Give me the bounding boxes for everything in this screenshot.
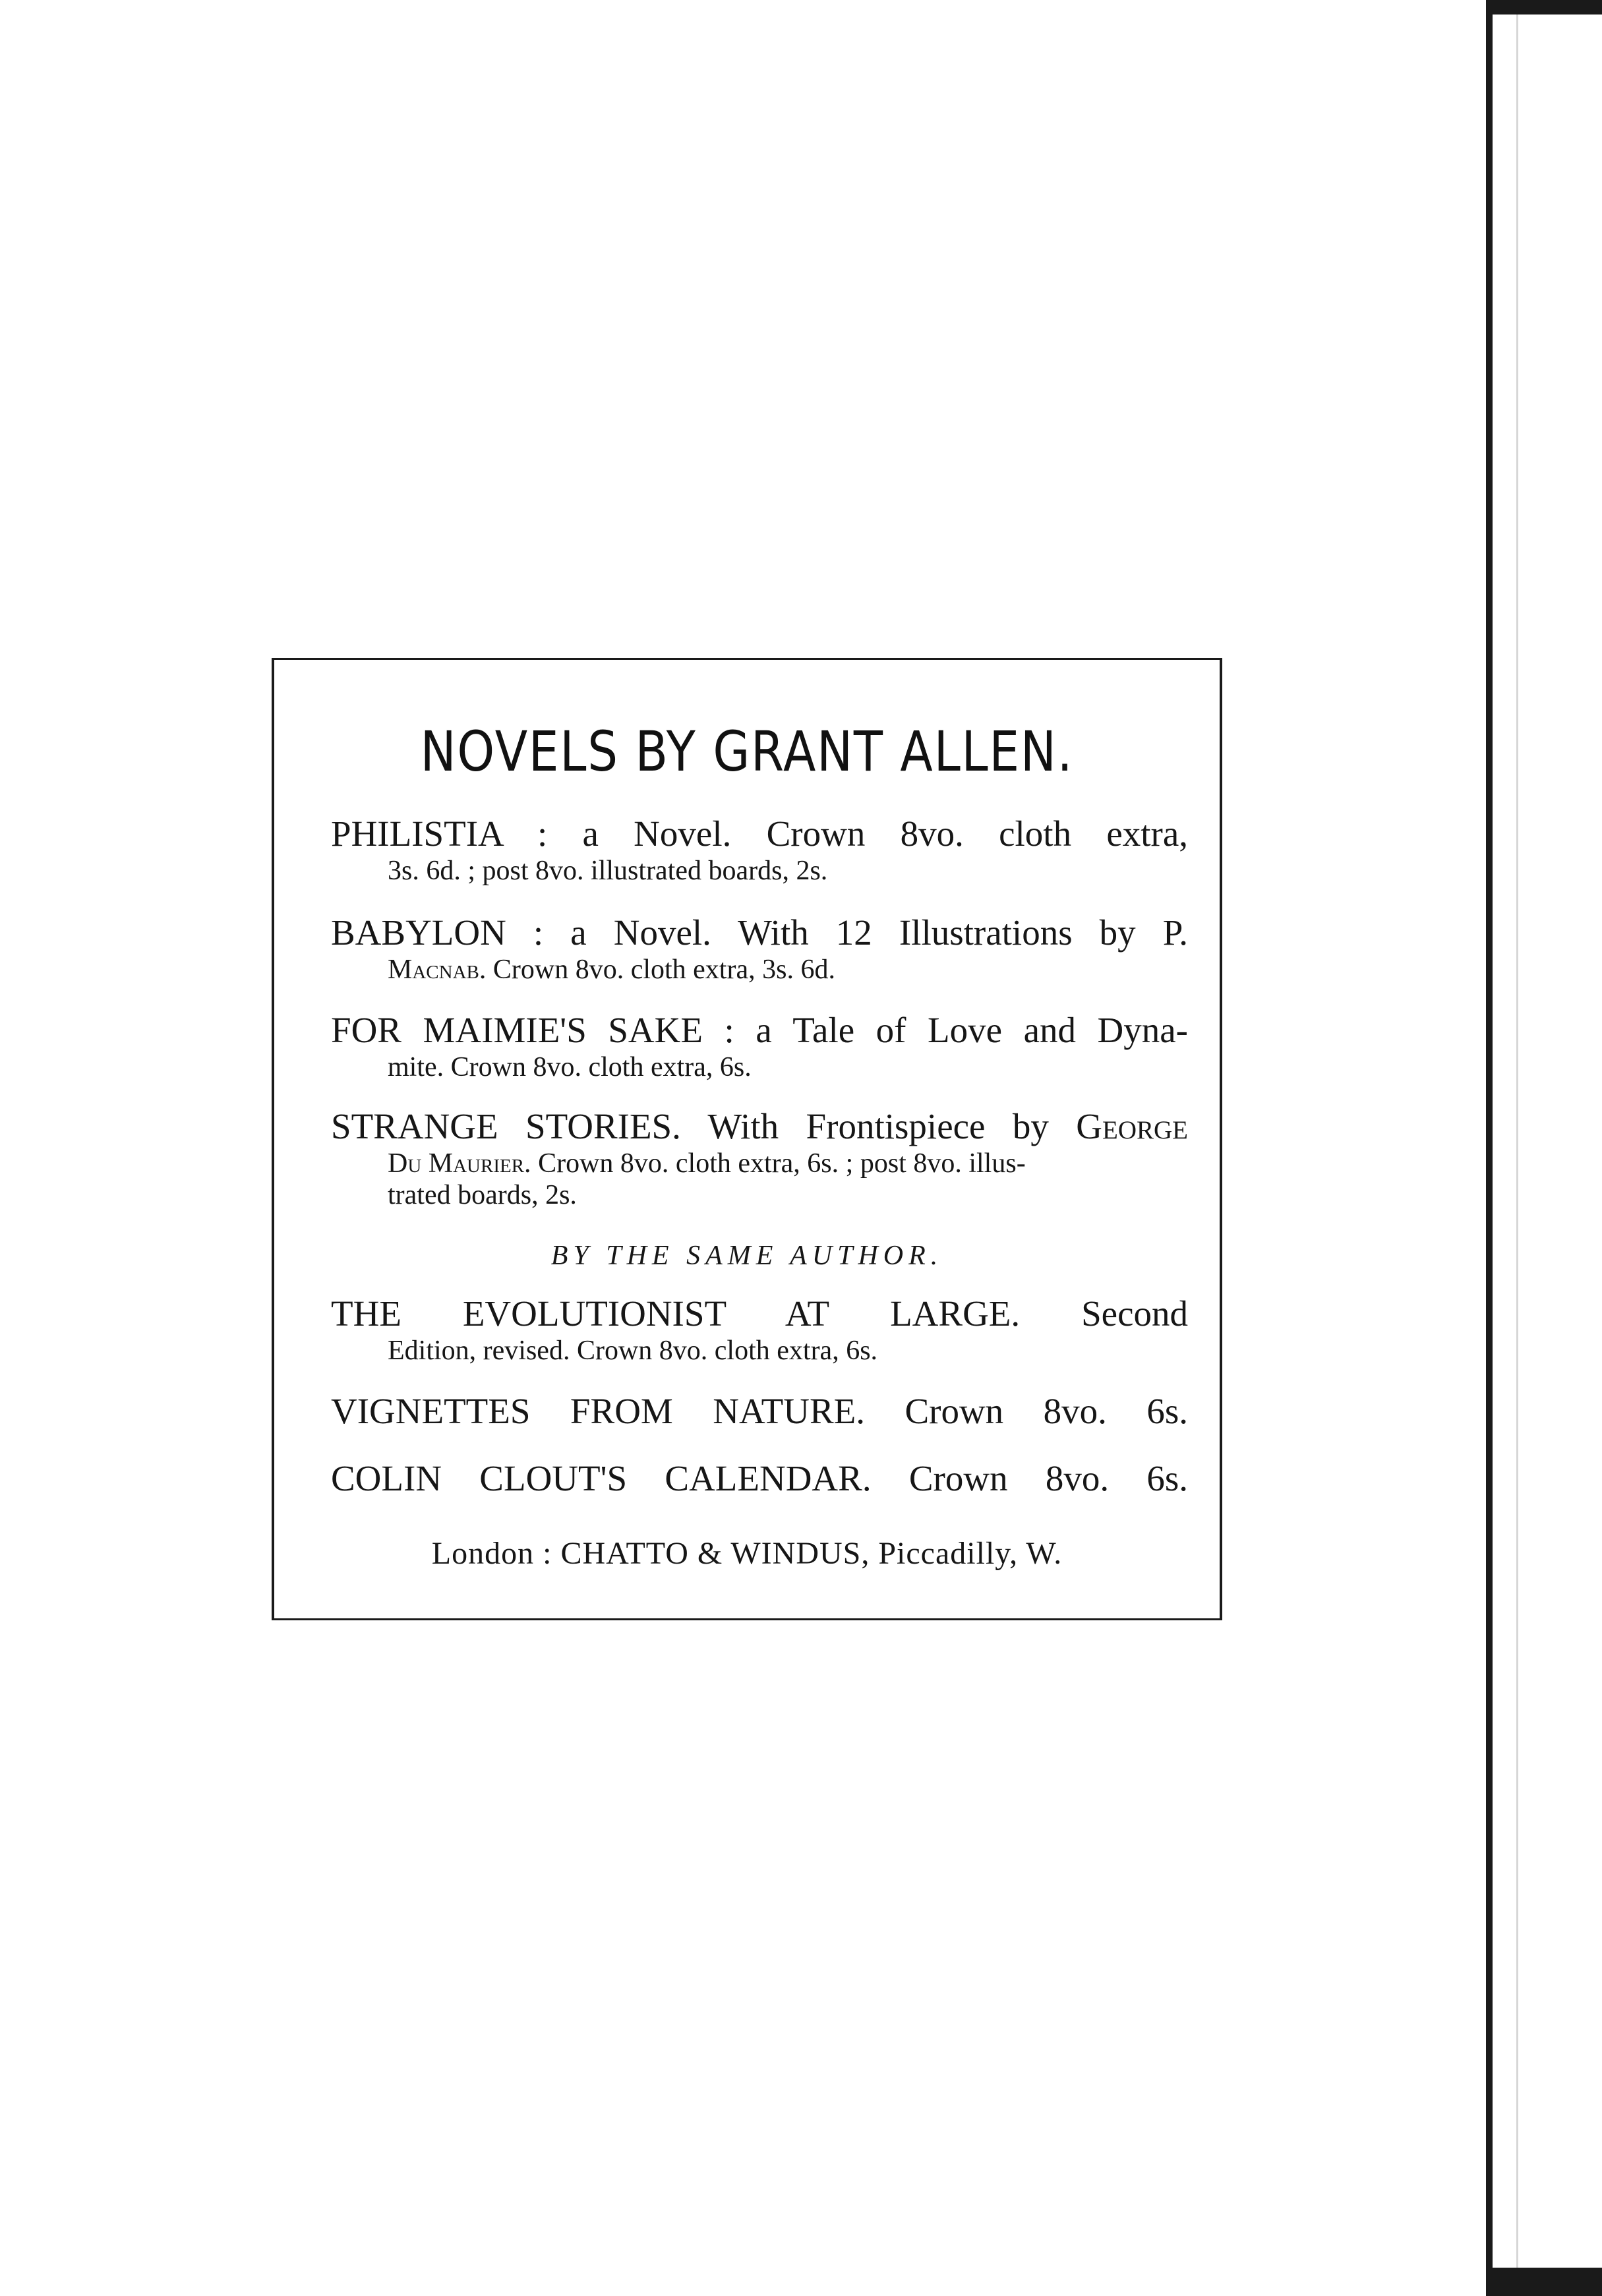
entry-main-line <box>331 1105 1188 1148</box>
artist-first-name: George <box>1076 1106 1189 1146</box>
entry-detail-line <box>331 1148 1188 1179</box>
page-corner-bottom <box>1493 2268 1602 2296</box>
entry-main-line: FOR MAIMIE'S SAKE : a Tale of Love and Dyna- <box>331 1010 1188 1050</box>
entry-detail-line: Edition, revised. Crown 8vo. cloth extra, 6s. <box>388 1336 878 1366</box>
book-format: With 12 Illustrations by P. <box>737 912 1188 953</box>
book-entry-colin-clout <box>331 1457 1188 1500</box>
publisher-line: London : CHATTO & WINDUS, Piccadilly, W. <box>431 1536 1063 1571</box>
book-title: COLIN CLOUT'S CALENDAR. <box>331 1458 872 1498</box>
entry-detail-line: 3s. 6d. ; post 8vo. illustrated boards, 2s. <box>388 856 828 886</box>
entry-detail-line: mite. Crown 8vo. cloth extra, 6s. <box>388 1052 752 1082</box>
entry-main-text: With Frontispiece by <box>707 1106 1049 1146</box>
entry-detail-text: Crown 8vo. cloth extra, 3s. 6d. <box>492 955 835 985</box>
book-entry-maimies-sake <box>331 1009 1188 1083</box>
entry-main-line <box>331 813 1188 855</box>
page-binding-edge <box>1486 0 1493 2296</box>
advert-title: NOVELS BY GRANT ALLEN. <box>420 719 1074 784</box>
book-title: STRANGE STORIES. <box>331 1106 681 1146</box>
book-entry-strange-stories <box>331 1105 1188 1211</box>
book-title: VIGNETTES FROM NATURE. <box>331 1391 865 1431</box>
book-entry-evolutionist <box>331 1293 1188 1367</box>
same-author-heading: BY THE SAME AUTHOR. <box>550 1241 943 1271</box>
page-binding-shadow <box>1516 0 1518 2296</box>
book-format: Crown 8vo. 6s. <box>905 1391 1188 1431</box>
book-entry-vignettes <box>331 1390 1188 1432</box>
book-format <box>707 1106 1188 1146</box>
book-title: BABYLON : a Novel. <box>331 912 711 953</box>
entry-main-line <box>331 1390 1188 1432</box>
book-entry-babylon <box>331 912 1188 986</box>
book-title: THE EVOLUTIONIST AT LARGE. <box>331 1293 1021 1334</box>
book-entry-philistia <box>331 813 1188 887</box>
entry-detail-text: Crown 8vo. cloth extra, 6s. ; post 8vo. illus- <box>538 1148 1026 1179</box>
entry-detail-line <box>331 954 1188 986</box>
illustrator-name: Macnab. <box>388 955 487 985</box>
book-format: Crown 8vo. 6s. <box>908 1458 1188 1498</box>
advertisement-box <box>272 658 1222 1620</box>
entry-detail-line-2: trated boards, 2s. <box>388 1180 577 1210</box>
book-title: PHILISTIA : a Novel. <box>331 813 732 854</box>
book-format: Crown 8vo. cloth extra, <box>766 813 1188 854</box>
page-corner-top <box>1493 0 1602 15</box>
entry-main-line <box>331 1293 1188 1335</box>
book-format: Second <box>1081 1293 1189 1334</box>
entry-main-line <box>331 1457 1188 1500</box>
artist-surname: Du Maurier. <box>388 1148 531 1179</box>
entry-main-line <box>331 912 1188 954</box>
